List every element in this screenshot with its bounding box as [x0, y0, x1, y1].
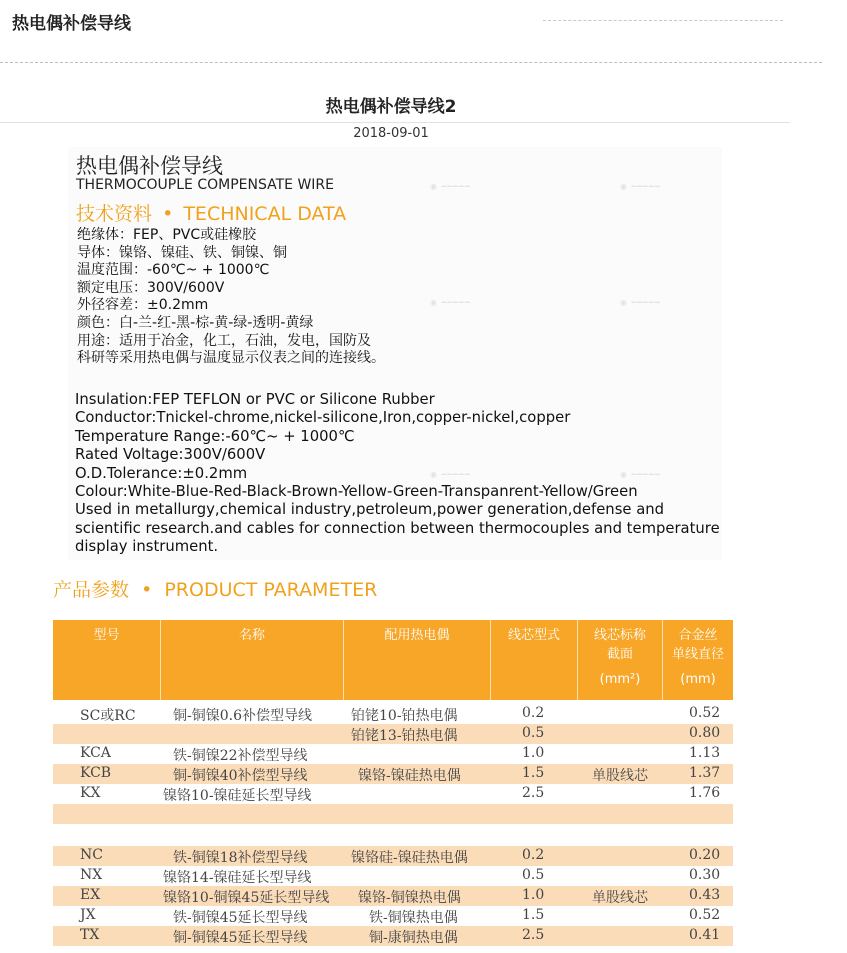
heading-zh: 产品参数 [53, 579, 130, 601]
parameter-table [53, 620, 733, 700]
cell-core-type: 单股线芯 [592, 768, 648, 784]
cell-name: 铜-铜镍0.6补偿型导线 [173, 708, 312, 724]
spec-line: 外径容差：±0.2mm [77, 297, 209, 314]
spec-line: Temperature Range:-60℃~ + 1000℃ [75, 427, 355, 445]
cell-area: 2.5 [522, 927, 545, 943]
table-row [53, 744, 733, 764]
bullet: • [141, 579, 153, 601]
cell-area: 0.2 [522, 847, 545, 863]
article-date: 2018-09-01 [353, 126, 429, 141]
cell-area: 1.5 [522, 765, 545, 781]
col-header-area: 线芯标称 截面 (mm²) [578, 620, 663, 700]
spec-line: 温度范围：-60℃~ + 1000℃ [77, 262, 270, 279]
cell-area: 2.5 [522, 785, 545, 801]
page-header-title: 热电偶补偿导线 [12, 14, 131, 34]
cell-diameter: 0.80 [689, 725, 721, 741]
section-divider [0, 62, 822, 63]
cell-area: 0.5 [522, 725, 545, 741]
cell-area: 1.0 [522, 745, 545, 761]
watermark-icon: ◉ ━━━━━ [430, 182, 471, 191]
cell-name: 铜-铜镍40补偿型导线 [173, 768, 308, 784]
product-title-en: THERMOCOUPLE COMPENSATE WIRE [76, 177, 334, 193]
cell-thermocouple: 镍铬-镍硅热电偶 [358, 768, 461, 784]
cell-diameter: 0.30 [689, 867, 721, 883]
cell-name: 镍铬10-镍硅延长型导线 [163, 788, 312, 804]
cell-model: NC [80, 847, 103, 863]
spec-line: Used in metallurgy,chemical industry,petroleum,power generation,defense and [75, 501, 665, 519]
article-title: 热电偶补偿导线2 [325, 97, 457, 117]
cell-core-type: 单股线芯 [592, 890, 648, 906]
watermark-icon: ◉ ━━━━━ [620, 470, 661, 479]
specs-en [75, 391, 720, 557]
cell-thermocouple: 铂铑10-铂热电偶 [351, 708, 458, 724]
cell-thermocouple: 铁-铜镍热电偶 [369, 910, 458, 926]
table-row [53, 846, 733, 866]
table-row [53, 764, 733, 784]
heading-en: TECHNICAL DATA [183, 203, 347, 225]
cell-diameter: 1.76 [689, 785, 721, 801]
cell-name: 铁-铜镍22补偿型导线 [173, 748, 308, 764]
cell-model: JX [80, 907, 96, 923]
table-row [53, 906, 733, 926]
cell-diameter: 1.13 [689, 745, 721, 761]
cell-diameter: 0.20 [689, 847, 721, 863]
table-row [53, 704, 733, 724]
spec-line: 颜色：白-兰-红-黑-棕-黄-绿-透明-黄绿 [77, 314, 314, 331]
specs-zh [77, 227, 385, 368]
heading-en: PRODUCT PARAMETER [164, 579, 378, 601]
cell-thermocouple: 铂铑13-铂热电偶 [351, 728, 458, 744]
cell-model: KCA [80, 745, 111, 761]
cell-model: KCB [80, 765, 112, 781]
table-row [53, 804, 733, 824]
col-header-name: 名称 [161, 620, 344, 700]
spec-line: Conductor:Tnickel-chrome,nickel-silicone,Iron,copper-nickel,copper [75, 409, 571, 427]
spec-line: 用途：适用于冶金，化工，石油，发电，国防及 [77, 332, 371, 349]
heading-zh: 技术资料 [76, 203, 153, 225]
table-row [53, 724, 733, 744]
cell-model: TX [80, 927, 100, 943]
cell-model: NX [80, 867, 103, 883]
cell-thermocouple: 铜-康铜热电偶 [369, 930, 458, 946]
cell-model: KX [80, 785, 101, 801]
table-row [53, 784, 733, 804]
spec-line: 科研等采用热电偶与温度显示仪表之间的连接线。 [77, 350, 385, 367]
cell-model: SC或RC [80, 708, 136, 724]
spec-line: Colour:White-Blue-Red-Black-Brown-Yellow-Green-Transpanrent-Yellow/Green [75, 483, 638, 501]
table-row [53, 824, 733, 844]
table-row [53, 866, 733, 886]
cell-area: 1.5 [522, 907, 545, 923]
col-header-diameter: 合金丝 单线直径 (mm) [671, 628, 724, 687]
cell-thermocouple: 镍铬硅-镍硅热电偶 [351, 850, 468, 866]
article-title-rule [0, 122, 790, 123]
cell-area: 1.0 [522, 887, 545, 903]
cell-diameter: 0.43 [689, 887, 721, 903]
cell-diameter: 0.52 [689, 907, 721, 923]
header-divider [543, 20, 783, 21]
spec-line: Insulation:FEP TEFLON or PVC or Silicone Rubber [75, 391, 435, 408]
col-header-core-type: 线芯型式 [491, 620, 578, 700]
product-parameter-heading [53, 575, 377, 602]
table-row [53, 886, 733, 906]
spec-line: 导体：镍铬、镍硅、铁、铜镍、铜 [77, 244, 287, 261]
cell-model: EX [80, 887, 101, 903]
cell-name: 铁-铜镍45延长型导线 [173, 910, 308, 926]
cell-thermocouple: 镍铬-铜镍热电偶 [358, 890, 461, 906]
spec-line: 额定电压：300V/600V [77, 279, 225, 296]
watermark-icon: ◉ ━━━━━ [430, 298, 471, 307]
cell-area: 0.5 [522, 867, 545, 883]
cell-name: 镍铬10-铜镍45延长型导线 [163, 890, 330, 906]
spec-line: O.D.Tolerance:±0.2mm [75, 464, 248, 482]
cell-diameter: 0.41 [689, 927, 721, 943]
product-title-zh: 热电偶补偿导线 [76, 154, 223, 178]
cell-diameter: 0.52 [689, 705, 721, 721]
cell-area: 0.2 [522, 705, 545, 721]
spec-line: Rated Voltage:300V/600V [75, 446, 266, 464]
watermark-icon: ◉ ━━━━━ [620, 182, 661, 191]
cell-diameter: 1.37 [689, 765, 721, 781]
table-header [53, 620, 733, 700]
spec-line: display instrument. [75, 538, 219, 556]
watermark-icon: ◉ ━━━━━ [620, 298, 661, 307]
table-row [53, 926, 733, 946]
col-header-model: 型号 [53, 620, 161, 700]
watermark-icon: ◉ ━━━━━ [430, 470, 471, 479]
bullet: • [162, 203, 174, 225]
cell-name: 镍铬14-镍硅延长型导线 [163, 870, 312, 886]
technical-data-heading [76, 199, 346, 226]
spec-line: scientific research.and cables for connection between thermocouples and temperature [75, 519, 720, 537]
cell-name: 铜-铜镍45延长型导线 [173, 930, 308, 946]
col-header-thermocouple: 配用热电偶 [344, 620, 491, 700]
cell-name: 铁-铜镍18补偿型导线 [173, 850, 308, 866]
spec-line: 绝缘体：FEP、PVC或硅橡胶 [77, 227, 257, 243]
